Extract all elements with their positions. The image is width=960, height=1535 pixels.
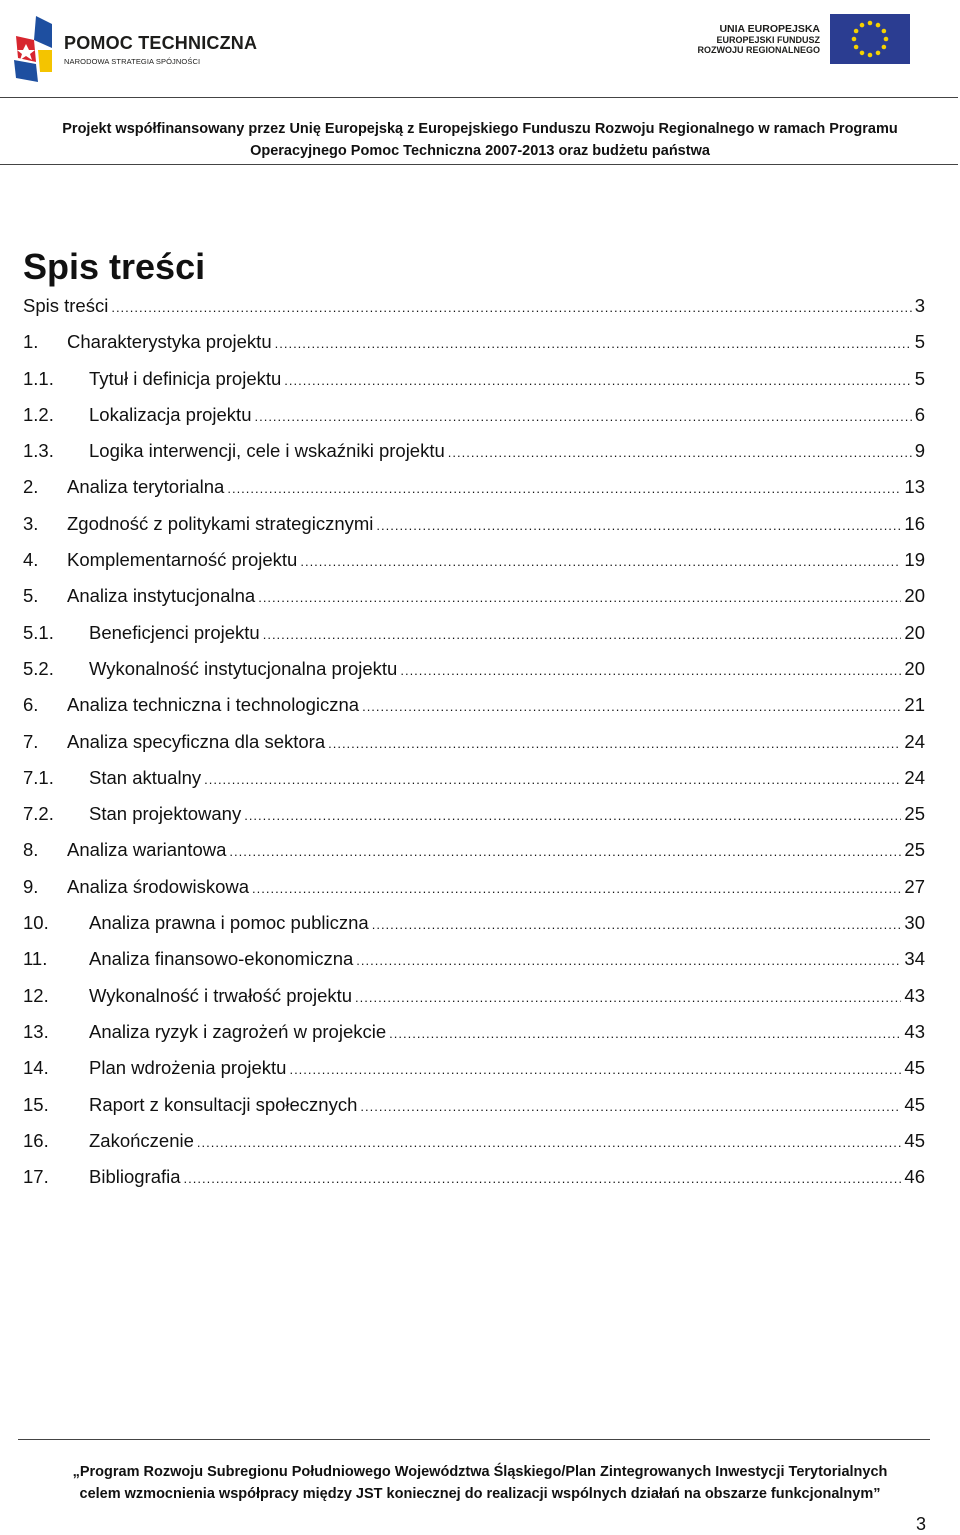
footer-text: [0, 1461, 960, 1505]
toc-entry-title: Analiza terytorialna: [67, 476, 225, 498]
toc-entry-page: 5: [914, 331, 925, 353]
toc-entry[interactable]: [23, 549, 925, 585]
toc-entry-number: 16.: [23, 1129, 49, 1151]
toc-entry-number: 7.: [23, 730, 39, 752]
toc-entry[interactable]: [23, 731, 925, 767]
toc-entry-title: Stan aktualny: [89, 766, 202, 788]
toc-entry[interactable]: [23, 513, 925, 549]
toc-leader-dots: [362, 699, 901, 714]
toc-entry[interactable]: [23, 658, 925, 694]
toc-entry[interactable]: [23, 404, 925, 440]
toc-entry-page: 24: [904, 766, 925, 788]
toc-entry-page: 43: [904, 984, 925, 1006]
toc-entry-number: 7.2.: [23, 803, 54, 825]
toc-entry-title: Zgodność z politykami strategicznymi: [67, 512, 374, 534]
toc-leader-dots: [197, 1135, 902, 1150]
toc-entry-page: 45: [904, 1129, 925, 1151]
footer-line-1: „Program Rozwoju Subregionu Południowego Województwa Śląskiego/Plan Zintegrowanych Inwestycji Terytorialnych: [72, 1464, 888, 1480]
toc-entry-page: 46: [904, 1166, 925, 1188]
toc-entry[interactable]: [23, 1057, 925, 1093]
toc-entry[interactable]: [23, 331, 925, 367]
toc-entry-number: 2.: [23, 476, 39, 498]
toc-leader-dots: [184, 1171, 902, 1186]
toc-entry[interactable]: [23, 622, 925, 658]
pomoc-techniczna-logo: [12, 12, 257, 86]
toc-title: Spis treści: [23, 246, 206, 287]
toc-leader-dots: [258, 590, 901, 605]
toc-entry-title: Komplementarność projektu: [67, 549, 298, 571]
toc-entry-number: 7.1.: [23, 766, 54, 788]
toc-entry-page: 3: [914, 295, 925, 316]
toc-entry-page: 45: [904, 1093, 925, 1115]
toc-entry[interactable]: [23, 368, 925, 404]
toc-entry-title: Plan wdrożenia projektu: [89, 1057, 287, 1079]
toc-entry-page: 19: [904, 549, 925, 571]
toc-entry-number: 1.1.: [23, 367, 54, 389]
toc-entry-title: Analiza techniczna i technologiczna: [67, 694, 360, 716]
toc-entry-number: 5.2.: [23, 657, 54, 679]
toc-leader-dots: [284, 373, 911, 388]
toc-entry-title: Raport z konsultacji społecznych: [89, 1093, 358, 1115]
toc-entry[interactable]: [23, 1166, 925, 1202]
toc-entry-page: 20: [904, 621, 925, 643]
toc-leader-dots: [289, 1062, 901, 1077]
toc-leader-dots: [372, 917, 902, 932]
eu-line-1: UNIA EUROPEJSKA: [719, 23, 820, 35]
toc-entry-number: 9.: [23, 875, 39, 897]
toc-entry-page: 20: [904, 585, 925, 607]
funding-statement: [0, 118, 960, 162]
toc-entry-number: 11.: [23, 948, 48, 970]
toc-entry-number: 12.: [23, 984, 49, 1006]
page-number: 3: [915, 1514, 926, 1534]
page-header: [0, 0, 960, 98]
toc-entry-number: 1.2.: [23, 403, 54, 425]
toc-entry-number: 1.3.: [23, 440, 54, 462]
toc-entry[interactable]: [23, 948, 925, 984]
toc-list: [23, 295, 925, 1202]
toc-entry[interactable]: [23, 839, 925, 875]
toc-entry-title: Analiza wariantowa: [67, 839, 227, 861]
toc-entry-number: 4.: [23, 549, 39, 571]
toc-entry-number: 14.: [23, 1057, 49, 1079]
toc-entry[interactable]: [23, 694, 925, 730]
funding-divider: [0, 164, 958, 165]
toc-entry-title: Beneficjenci projektu: [89, 621, 260, 643]
toc-entry-number: 6.: [23, 694, 39, 716]
toc-leader-dots: [389, 1026, 901, 1041]
footer-divider: [18, 1439, 930, 1440]
toc-leader-dots: [360, 1099, 901, 1114]
toc-entry-title: Wykonalność i trwałość projektu: [89, 984, 353, 1006]
toc-entry-page: 13: [904, 476, 925, 498]
toc-entry-title: Stan projektowany: [89, 803, 242, 825]
eu-line-3: ROZWOJU REGIONALNEGO: [697, 45, 820, 55]
toc-leader-dots: [204, 772, 901, 787]
toc-entry[interactable]: [23, 1094, 925, 1130]
logo-brand-subtext: NARODOWA STRATEGIA SPÓJNOŚCI: [64, 56, 201, 66]
toc-leader-dots: [252, 881, 901, 896]
toc-entry-number: 5.1.: [23, 621, 54, 643]
toc-leader-dots: [448, 445, 912, 460]
funding-line-1: Projekt współfinansowany przez Unię Europejską z Europejskiego Funduszu Rozwoju Regionalnego w ramach Programu: [62, 121, 898, 137]
toc-leader-dots: [400, 663, 901, 678]
toc-entry-title: Charakterystyka projektu: [67, 331, 272, 353]
toc-entry-number: 10.: [23, 912, 49, 934]
toc-entry-number: 5.: [23, 585, 39, 607]
toc-entry-title: Analiza środowiskowa: [67, 875, 250, 897]
toc-entry-page: 6: [914, 403, 925, 425]
toc-entry-page: 20: [904, 657, 925, 679]
toc-leader-dots: [300, 554, 901, 569]
toc-entry-page: 45: [904, 1057, 925, 1079]
toc-leader-dots: [355, 990, 901, 1005]
toc-entry-title: Analiza prawna i pomoc publiczna: [89, 912, 369, 934]
toc-entry-page: 27: [904, 875, 925, 897]
toc-leader-dots: [254, 409, 911, 424]
toc-entry-number: 1.: [23, 331, 39, 353]
toc-entry-number: 8.: [23, 839, 39, 861]
toc-leader-dots: [275, 336, 912, 351]
toc-entry-title: Analiza instytucjonalna: [67, 585, 256, 607]
toc-leader-dots: [244, 808, 901, 823]
toc-entry[interactable]: [23, 476, 925, 512]
logo-brand-text: POMOC TECHNICZNA: [64, 32, 258, 53]
toc-entry[interactable]: [23, 295, 925, 331]
toc-leader-dots: [227, 481, 901, 496]
toc-entry[interactable]: [23, 985, 925, 1021]
toc-entry-number: 17.: [23, 1166, 49, 1188]
toc-entry-title: Analiza finansowo-ekonomiczna: [89, 948, 354, 970]
toc-entry-title: Lokalizacja projektu: [89, 403, 252, 425]
toc-entry-title: Analiza specyficzna dla sektora: [67, 730, 326, 752]
toc-entry[interactable]: [23, 767, 925, 803]
toc-entry-title: Tytuł i definicja projektu: [89, 367, 282, 389]
toc-entry-title: Wykonalność instytucjonalna projektu: [89, 657, 398, 679]
toc-entry-page: 16: [904, 512, 925, 534]
toc-entry-page: 25: [904, 839, 925, 861]
toc-leader-dots: [376, 518, 901, 533]
toc-entry-title: Bibliografia: [89, 1166, 181, 1188]
toc-leader-dots: [328, 736, 901, 751]
toc-entry-page: 30: [904, 912, 925, 934]
funding-line-2: Operacyjnego Pomoc Techniczna 2007-2013 oraz budżetu państwa: [250, 143, 710, 159]
toc-entry-page: 34: [904, 948, 925, 970]
toc-entry[interactable]: [23, 1130, 925, 1166]
toc-entry-title: Analiza ryzyk i zagrożeń w projekcie: [89, 1020, 387, 1042]
toc-entry[interactable]: [23, 440, 925, 476]
toc-leader-dots: [263, 627, 902, 642]
eu-logo: [697, 14, 910, 64]
toc-entry[interactable]: [23, 912, 925, 948]
header-divider: [0, 97, 958, 98]
toc-entry[interactable]: [23, 876, 925, 912]
pomoc-techniczna-emblem-icon: [12, 14, 54, 84]
toc-entry[interactable]: [23, 585, 925, 621]
toc-entry-page: 9: [914, 440, 925, 462]
eu-flag-icon: [830, 14, 910, 64]
toc-entry-page: 5: [914, 367, 925, 389]
toc-entry-page: 43: [904, 1020, 925, 1042]
toc-leader-dots: [229, 844, 901, 859]
footer-line-2: celem wzmocnienia współpracy między JST koniecznej do realizacji wspólnych działań na obszarze funkcjonalnym”: [79, 1486, 881, 1502]
toc-leader-dots: [111, 300, 911, 315]
toc-entry[interactable]: [23, 1021, 925, 1057]
toc-entry-number: 15.: [23, 1093, 49, 1115]
toc-entry-page: 21: [904, 694, 925, 716]
toc-entry-title: Logika interwencji, cele i wskaźniki projektu: [89, 440, 445, 462]
toc-entry-number: 3.: [23, 512, 39, 534]
toc-entry-title: Zakończenie: [89, 1129, 194, 1151]
toc-leader-dots: [356, 953, 901, 968]
toc-entry-page: 25: [904, 803, 925, 825]
toc-entry-page: 24: [904, 730, 925, 752]
eu-line-2: EUROPEJSKI FUNDUSZ: [716, 35, 820, 45]
toc-entry-title: Spis treści: [23, 295, 109, 316]
toc-entry-number: 13.: [23, 1020, 49, 1042]
toc-entry[interactable]: [23, 803, 925, 839]
